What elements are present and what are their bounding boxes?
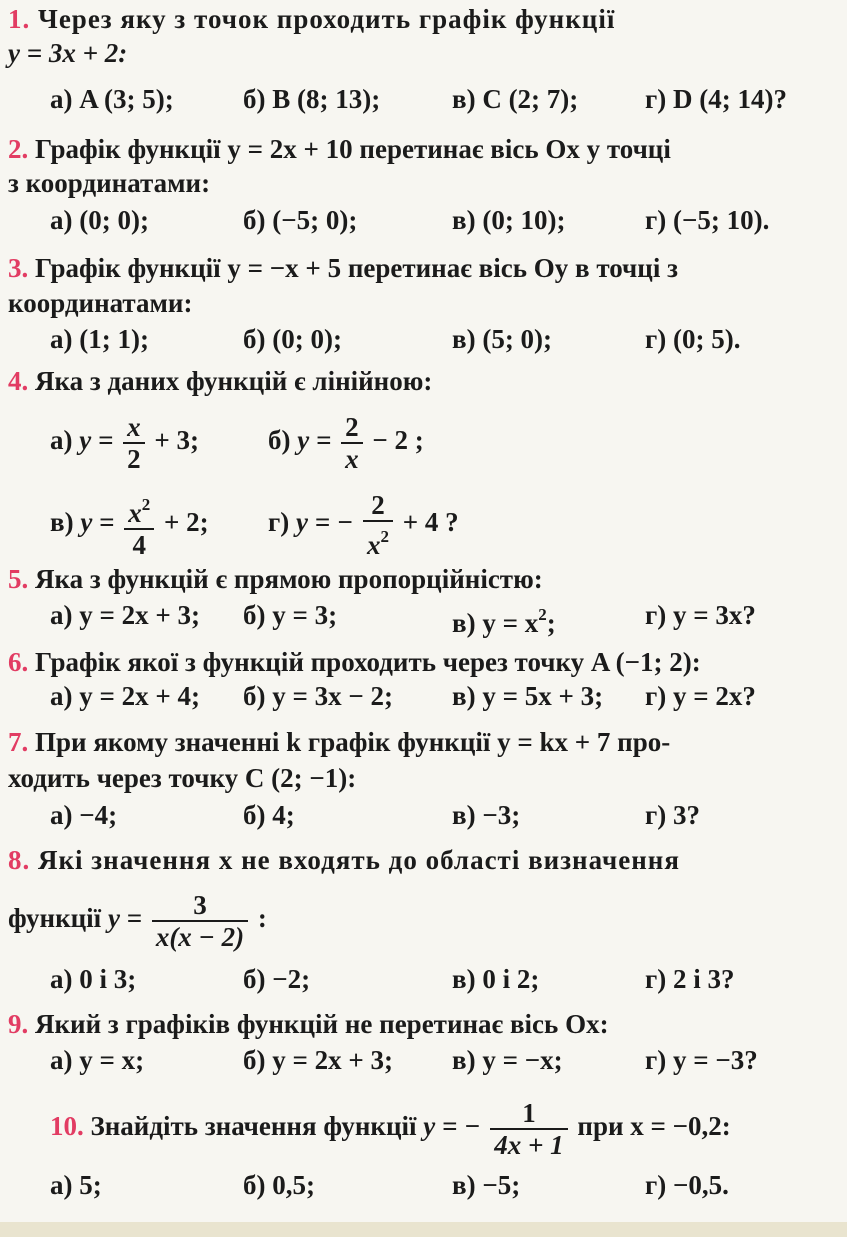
option-b: б) B (8; 13); — [243, 84, 381, 114]
fraction: $\frac{2}{x^2}$ — [363, 490, 393, 560]
question-3-line-2: координатами: — [8, 288, 193, 318]
option-a: а) −4; — [50, 800, 118, 830]
option-a: а) A (3; 5); — [50, 84, 174, 114]
question-2-line-1 — [8, 132, 671, 166]
fraction: $\frac{x^2}{4}$ — [124, 490, 154, 560]
question-number: 8. — [8, 845, 31, 875]
option-c: в) −3; — [452, 800, 521, 830]
option-c: в) (5; 0); — [452, 324, 553, 354]
question-5-line-1 — [8, 562, 543, 596]
option-b: б) y = 3; — [243, 600, 338, 630]
option-d: г) (0; 5). — [645, 324, 741, 354]
question-text: Графік функції y = −x + 5 перетинає вісь Oy в точці з — [35, 253, 678, 283]
option-d: г) −0,5. — [645, 1170, 729, 1200]
option-c: в) y = $\frac{x^2}{4}$ + 2; — [50, 490, 209, 560]
fraction: $\frac{3}{x(x - 2)}$ — [152, 890, 248, 952]
question-number: 2. — [8, 134, 29, 164]
fraction: $\frac{2}{x}$ — [341, 412, 363, 474]
question-8-line-1 — [8, 843, 680, 877]
option-d: г) y = 2x? — [645, 681, 756, 711]
option-c: в) y = 5x + 3; — [452, 681, 604, 711]
question-number: 3. — [8, 253, 29, 283]
question-text: Графік якої з функцій проходить через точку A (−1; 2): — [35, 647, 701, 677]
question-number: 6. — [8, 647, 29, 677]
option-c: в) C (2; 7); — [452, 84, 579, 114]
question-3-line-1 — [8, 251, 678, 285]
question-2-line-2: з координатами: — [8, 168, 211, 198]
option-d: г) 3? — [645, 800, 701, 830]
question-number: 4. — [8, 366, 29, 396]
option-a: а) 5; — [50, 1170, 102, 1200]
question-8-line-2: функції y = $\frac{3}{x(x - 2)}$ : — [8, 890, 267, 952]
question-text: Графік функції y = 2x + 10 перетинає вісь Ox у точці — [35, 134, 671, 164]
question-text: Які значення x не входять до області визначення — [38, 845, 680, 875]
question-number: 7. — [8, 727, 29, 757]
option-b: б) (−5; 0); — [243, 205, 358, 235]
option-b: б) (0; 0); — [243, 324, 342, 354]
option-b: б) 0,5; — [243, 1170, 315, 1200]
option-b: б) 4; — [243, 800, 295, 830]
option-a: а) y = 2x + 3; — [50, 600, 201, 630]
option-d: г) (−5; 10). — [645, 205, 770, 235]
option-b: б) −2; — [243, 964, 311, 994]
question-7-line-1 — [8, 725, 670, 759]
question-text: Яка з функцій є прямою пропорційністю: — [35, 564, 543, 594]
option-c: в) (0; 10); — [452, 205, 566, 235]
question-text: Знайдіть значення функції — [90, 1111, 417, 1142]
option-d: г) y = −3? — [645, 1045, 758, 1075]
option-a: а) y = x; — [50, 1045, 145, 1075]
question-number: 10. — [50, 1111, 84, 1142]
fraction: $\frac{1}{4x + 1}$ — [490, 1098, 567, 1160]
option-c: в) $y = x^2$; — [452, 605, 556, 638]
option-c: в) 0 і 2; — [452, 964, 540, 994]
question-1-line-1 — [8, 2, 615, 36]
question-text: Через яку з точок проходить графік функції — [38, 4, 616, 34]
option-b: б) y = 3x − 2; — [243, 681, 394, 711]
option-c: в) −5; — [452, 1170, 521, 1200]
option-b: б) y = $\frac{2}{x}$ − 2 ; — [268, 412, 424, 474]
option-a: а) y = 2x + 4; — [50, 681, 201, 711]
question-7-line-2: ходить через точку C (2; −1): — [8, 763, 357, 793]
option-d: г) y = − $\frac{2}{x^2}$ + 4 ? — [268, 490, 459, 560]
option-a: а) y = $\frac{x}{2}$ + 3; — [50, 412, 200, 474]
question-number: 9. — [8, 1009, 29, 1039]
question-number: 1. — [8, 4, 31, 34]
question-text: Яка з даних функцій є лінійною: — [35, 366, 433, 396]
option-a: а) (1; 1); — [50, 324, 149, 354]
option-b: б) y = 2x + 3; — [243, 1045, 394, 1075]
question-6-line-1 — [8, 645, 701, 679]
option-d: г) D (4; 14)? — [645, 84, 787, 114]
page-edge — [0, 1222, 847, 1237]
option-a: а) 0 і 3; — [50, 964, 137, 994]
question-text: При якому значенні k графік функції y = kx + 7 про- — [35, 727, 671, 757]
question-number: 5. — [8, 564, 29, 594]
option-a: а) (0; 0); — [50, 205, 149, 235]
fraction: $\frac{x}{2}$ — [123, 412, 145, 474]
option-d: г) y = 3x? — [645, 600, 756, 630]
question-1-line-2: y = 3x + 2: — [8, 38, 128, 68]
question-9-line-1 — [8, 1007, 609, 1041]
question-text: Який з графіків функцій не перетинає вісь Ox: — [35, 1009, 609, 1039]
option-c: в) y = −x; — [452, 1045, 563, 1075]
question-10-line-1: 10. Знайдіть значення функції y = − $\frac{1}{4x + 1}$ при x = −0,2: — [50, 1098, 731, 1160]
question-4-line-1 — [8, 364, 432, 398]
option-d: г) 2 і 3? — [645, 964, 735, 994]
